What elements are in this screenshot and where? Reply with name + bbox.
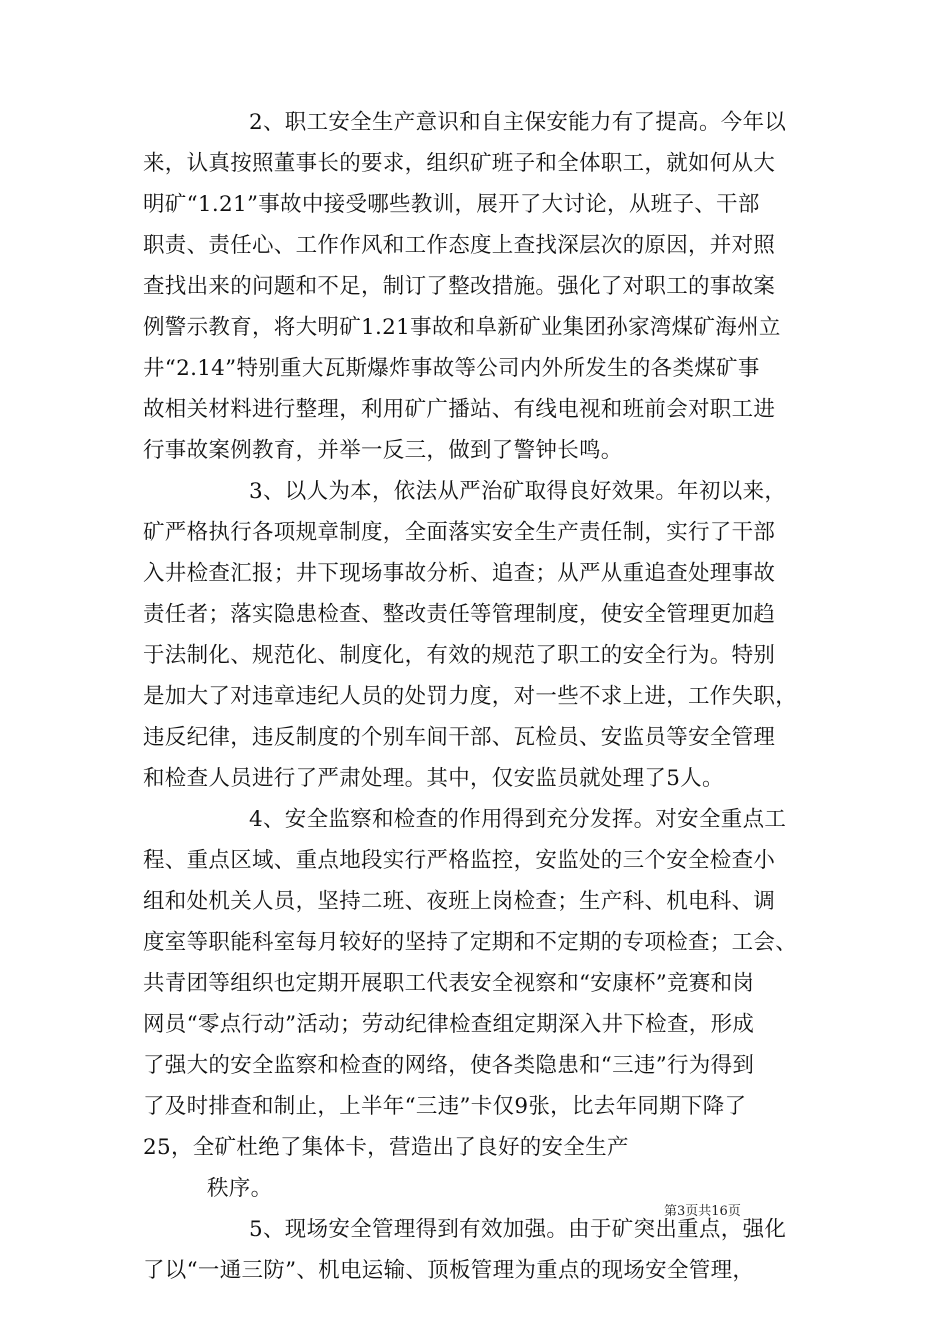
text-line: 组和处机关人员，坚持二班、夜班上岗检查；生产科、机电科、调 — [143, 889, 776, 914]
text-line: 职责、责任心、工作作风和工作态度上查找深层次的原因，并对照 — [143, 233, 776, 258]
text-line: 4、安全监察和检查的作用得到充分发挥。对安全重点工 — [249, 807, 787, 832]
text-line: 是加大了对违章违纪人员的处罚力度，对一些不求上进，工作失职， — [143, 684, 798, 709]
text-line: 2、职工安全生产意识和自主保安能力有了提高。今年以 — [249, 110, 787, 135]
text-line: 矿严格执行各项规章制度，全面落实安全生产责任制，实行了干部 — [143, 520, 776, 545]
text-line: 了及时排查和制止，上半年“三违”卡仅9张，比去年同期下降了 — [143, 1094, 747, 1119]
text-line: 违反纪律，违反制度的个别车间干部、瓦检员、安监员等安全管理 — [143, 725, 776, 750]
document-body — [143, 102, 807, 1291]
text-line: 度室等职能科室每月较好的坚持了定期和不定期的专项检查；工会、 — [143, 930, 798, 955]
text-line: 入井检查汇报；井下现场事故分析、追查；从严从重追查处理事故 — [143, 561, 776, 586]
text-line: 了强大的安全监察和检查的网络，使各类隐患和“三违”行为得到 — [143, 1053, 755, 1078]
text-line: 明矿“1.21”事故中接受哪些教训，展开了大讨论，从班子、干部 — [143, 192, 760, 217]
page-number: 第3页共16页 — [664, 1204, 741, 1219]
text-line: 25，全矿杜绝了集体卡，营造出了良好的安全生产 — [143, 1135, 629, 1160]
text-line: 行事故案例教育，并举一反三，做到了警钟长鸣。 — [143, 438, 623, 463]
text-line: 井“2.14”特别重大瓦斯爆炸事故等公司内外所发生的各类煤矿事 — [143, 356, 760, 381]
text-line: 程、重点区域、重点地段实行严格监控，安监处的三个安全检查小 — [143, 848, 776, 873]
text-line: 3、以人为本，依法从严治矿取得良好效果。年初以来， — [249, 479, 787, 504]
text-line: 5、现场安全管理得到有效加强。由于矿突出重点，强化 — [249, 1217, 787, 1242]
text-line: 故相关材料进行整理，利用矿广播站、有线电视和班前会对职工进 — [143, 397, 776, 422]
text-line: 于法制化、规范化、制度化，有效的规范了职工的安全行为。特别 — [143, 643, 776, 668]
text-line: 秩序。 — [207, 1176, 273, 1201]
text-line: 查找出来的问题和不足，制订了整改措施。强化了对职工的事故案 — [143, 274, 776, 299]
text-line: 例警示教育，将大明矿1.21事故和阜新矿业集团孙家湾煤矿海州立 — [143, 315, 781, 340]
text-line: 来，认真按照董事长的要求，组织矿班子和全体职工，就如何从大 — [143, 151, 776, 176]
text-line: 共青团等组织也定期开展职工代表安全视察和“安康杯”竞赛和岗 — [143, 971, 755, 996]
text-line: 了以“一通三防”、机电运输、顶板管理为重点的现场安全管理， — [143, 1258, 755, 1283]
text-line: 和检查人员进行了严肃处理。其中，仅安监员就处理了5人。 — [143, 766, 724, 791]
text-line: 网员“零点行动”活动；劳动纪律检查组定期深入井下检查，形成 — [143, 1012, 755, 1037]
text-line: 责任者；落实隐患检查、整改责任等管理制度，使安全管理更加趋 — [143, 602, 776, 627]
